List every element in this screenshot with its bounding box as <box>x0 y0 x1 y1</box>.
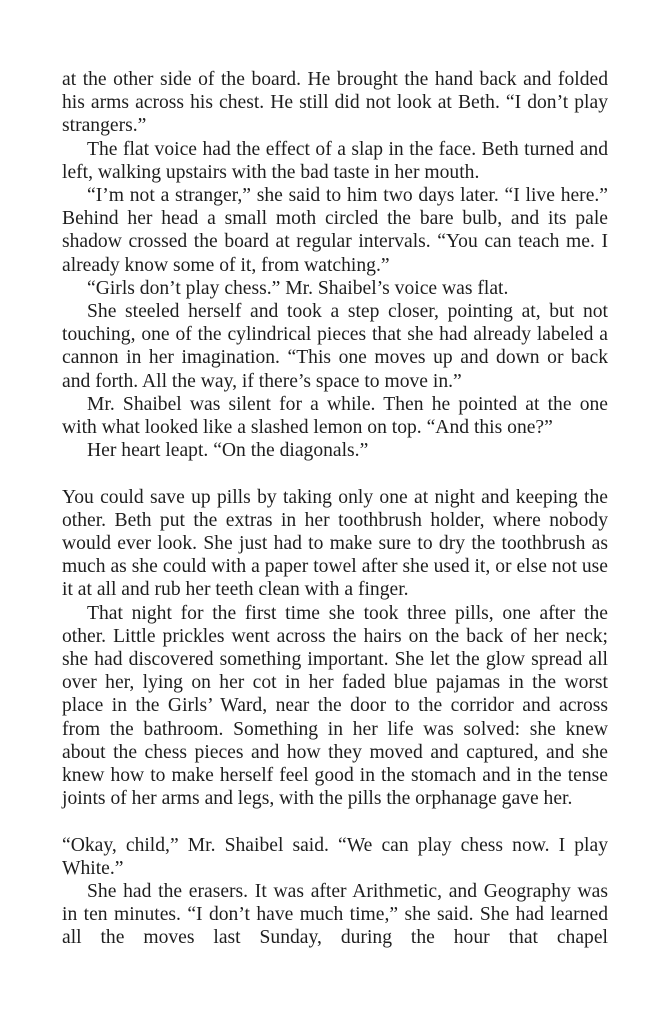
section-1 <box>62 68 608 462</box>
paragraph: “Girls don’t play chess.” Mr. Shaibel’s voice was flat. <box>87 277 509 299</box>
paragraph: Her heart leapt. “On the diagonals.” <box>87 440 369 462</box>
book-page <box>62 68 608 950</box>
paragraph: You could save up pills by taking only one at night and keeping the other. Beth put the extras in her toothbrush holder, where nobody would ever look. She just had to make sure to dry the toothbrush as much as she could with a paper towel after she used it, or else not use it at all and rub her teeth clean with a finger. <box>62 486 608 601</box>
section-2 <box>62 486 608 811</box>
paragraph: That night for the first time she took three pills, one after the other. Little prickles went across the hairs on the back of her neck; she had discovered something important. She let the glow spread all over her, lying on her cot in her faded blue pajamas in the worst place in the Girls’ Ward, near the door to the corridor and across from the bathroom. Something in her life was solved: she knew about the chess pieces and how they moved and captured, and she knew how to make herself feel good in the stomach and in the tense joints of her arms and legs, with the pills the orphanage gave her. <box>62 602 608 810</box>
paragraph: She steeled herself and took a step closer, pointing at, but not touching, one of the cylindrical pieces that she had already labeled a cannon in her imagination. “This one moves up and down or back and forth. All the way, if there’s space to move in.” <box>62 301 608 392</box>
paragraph: Mr. Shaibel was silent for a while. Then he pointed at the one with what looked like a slashed lemon on top. “And this one?” <box>62 393 608 439</box>
paragraph: She had the erasers. It was after Arithmetic, and Geography was in ten minutes. “I don’t have much time,” she said. She had learned all the moves last Sunday, during the hour that chapel <box>62 881 608 949</box>
paragraph: at the other side of the board. He brought the hand back and folded his arms across his chest. He still did not look at Beth. “I don’t play strangers.” <box>62 69 608 137</box>
section-3 <box>62 834 608 950</box>
paragraph: The flat voice had the effect of a slap in the face. Beth turned and left, walking upstairs with the bad taste in her mouth. <box>62 138 608 183</box>
paragraph: “I’m not a stranger,” she said to him two days later. “I live here.” Behind her head a small moth circled the bare bulb, and its pale shadow crossed the board at regular intervals. “You can teach me. I already know some of it, from watching.” <box>62 185 608 276</box>
paragraph: “Okay, child,” Mr. Shaibel said. “We can play chess now. I play White.” <box>62 834 608 879</box>
